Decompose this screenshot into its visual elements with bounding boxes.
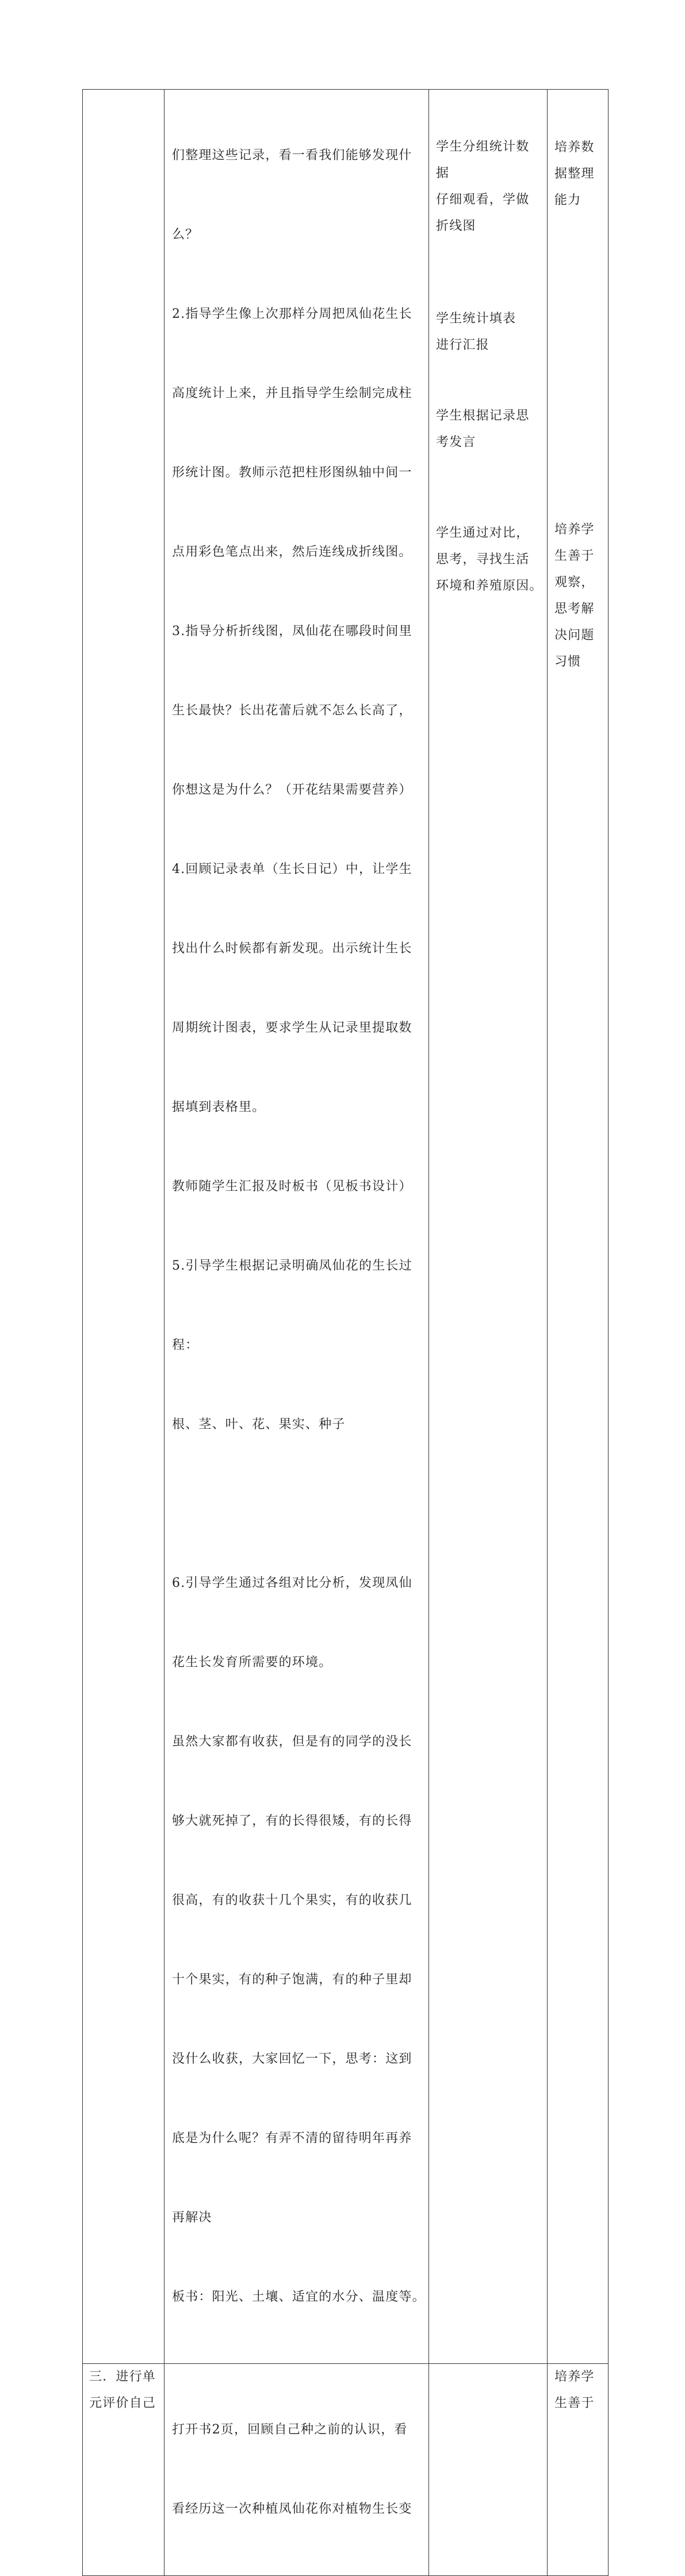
text-line: 十个果实，有的种子饱满，有的种子里却 (172, 1973, 412, 1987)
text-line: 折线图 (436, 219, 476, 233)
design-intent-block (548, 517, 608, 675)
teacher-activity-cell (164, 90, 429, 2364)
design-intent-cell (548, 90, 609, 2364)
teacher-activity-cell (164, 2364, 429, 2576)
stage-cell (83, 90, 164, 2364)
student-activity-block (429, 306, 547, 359)
text-line: 决问题 (554, 628, 595, 643)
text-line: 元评价自己 (89, 2396, 156, 2410)
text-line: 教师随学生汇报及时板书（见板书设计） (172, 1179, 412, 1194)
text-line: 程： (172, 1338, 199, 1352)
teacher-activity-text (164, 90, 428, 2363)
text-line: 虽然大家都有收获，但是有的同学的没长 (172, 1735, 412, 1749)
text-line: 据 (436, 166, 450, 180)
text-line: 没什么收获，大家回忆一下，思考：这到 (172, 2052, 412, 2066)
stage-cell (83, 2364, 164, 2576)
text-line: 看经历这一次种植凤仙花你对植物生长变 (172, 2502, 412, 2516)
text-line: 培养数 (554, 140, 595, 155)
text-line: 据填到表格里。 (172, 1100, 266, 1114)
teacher-activity-text (164, 2364, 428, 2575)
text-line: 找出什么时候都有新发现。出示统计生长 (172, 941, 412, 956)
text-line: 学生分组统计数 (436, 140, 530, 154)
text-line: 生善于 (554, 549, 595, 563)
text-line: 根、茎、叶、花、果实、种子 (172, 1417, 346, 1432)
student-activity-block (429, 520, 547, 599)
text-line: 你想这是为什么？（开花结果需要营养） (172, 783, 412, 797)
design-intent-block (548, 134, 608, 214)
text-line: 环境和养殖原因。 (436, 579, 543, 593)
text-line: 学生统计填表 (436, 312, 516, 326)
student-activity-block (429, 403, 547, 456)
text-line: 2.指导学生像上次那样分周把凤仙花生长 (172, 307, 412, 321)
text-line: 进行汇报 (436, 338, 489, 352)
stage-text (83, 2364, 164, 2417)
text-line: 6.引导学生通过各组对比分析，发现凤仙 (172, 1576, 412, 1590)
table-row (83, 90, 609, 2364)
text-line: 习惯 (554, 655, 581, 669)
text-line: 思考解 (554, 602, 595, 616)
text-line: 花生长发育所需要的环境。 (172, 1655, 332, 1670)
text-line: 很高，有的收获十几个果实，有的收获几 (172, 1893, 412, 1908)
text-line: 学生根据记录思 (436, 409, 530, 423)
text-line: 5.引导学生根据记录明确凤仙花的生长过 (172, 1259, 412, 1273)
text-line: 点用彩色笔点出来，然后连线成折线图。 (172, 545, 412, 559)
text-line: 周期统计图表，要求学生从记录里提取数 (172, 1021, 412, 1035)
student-activity-cell (429, 90, 548, 2364)
text-line: 么？ (172, 228, 199, 242)
text-line: 据整理 (554, 167, 595, 181)
text-line: 考发言 (436, 435, 476, 449)
student-activity-cell (429, 2364, 548, 2576)
text-line: 打开书2页，回顾自己种之前的认识，看 (172, 2423, 408, 2437)
text-line: 4.回顾记录表单（生长日记）中，让学生 (172, 862, 412, 876)
lesson-plan-sheet (82, 89, 608, 2576)
text-line: 能力 (554, 193, 581, 207)
lesson-plan-table (82, 89, 609, 2576)
text-line: 培养学 (554, 2370, 595, 2384)
text-line: 培养学 (554, 522, 595, 537)
text-line: 板书：阳光、土壤、适宜的水分、温度等。 (172, 2290, 426, 2304)
text-line: 生善于 (554, 2396, 595, 2410)
text-line: 3.指导分析折线图，凤仙花在哪段时间里 (172, 624, 412, 639)
text-line: 形统计图。教师示范把柱形图纵轴中间一 (172, 466, 412, 480)
text-line: 生长最快？长出花蕾后就不怎么长高了， (172, 703, 412, 718)
text-line: 们整理这些记录，看一看我们能够发现什 (172, 148, 412, 163)
text-line: 再解决 (172, 2210, 212, 2225)
text-line: 学生通过对比， (436, 526, 530, 540)
text-line: 够大就死掉了，有的长得很矮，有的长得 (172, 1814, 412, 1828)
text-line: 观察， (554, 575, 595, 590)
text-line: 思考，寻找生活 (436, 552, 530, 567)
text-line: 仔细观看，学做 (436, 193, 530, 207)
text-line: 底是为什么呢？有弄不清的留待明年再养 (172, 2131, 412, 2146)
blank-line (172, 1491, 422, 1517)
table-row (83, 2364, 609, 2576)
text-line: 高度统计上来，并且指导学生绘制完成柱 (172, 386, 412, 401)
design-intent-cell (548, 2364, 609, 2576)
student-activity-block (429, 134, 547, 240)
text-line: 三．进行单 (89, 2370, 156, 2384)
design-intent-text (548, 2364, 608, 2417)
